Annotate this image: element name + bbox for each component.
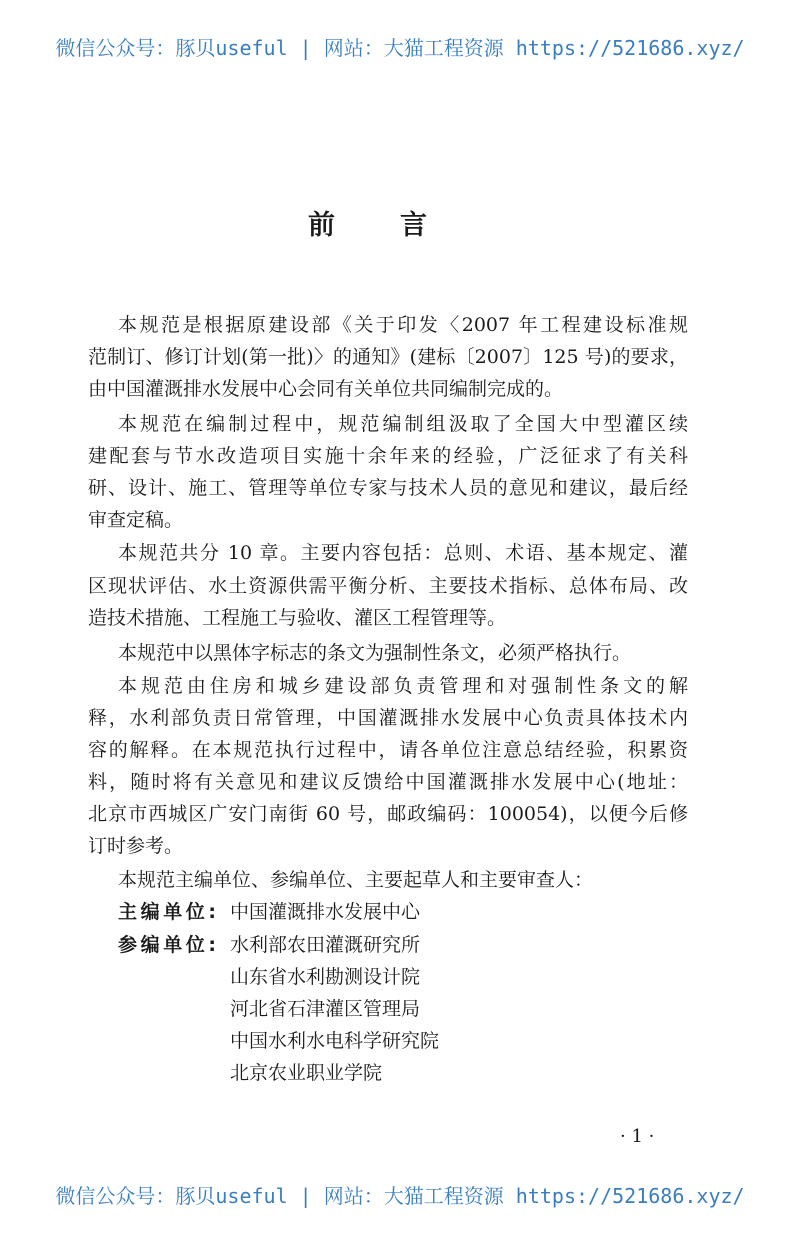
- chief-unit: 中国灌溉排水发展中心: [230, 901, 421, 923]
- paragraph-line: 本规范中以黑体字标志的条文为强制性条文，必须严格执行。: [118, 642, 632, 664]
- paragraph-line: 造技术措施、工程施工与验收、灌区工程管理等。: [88, 607, 507, 629]
- paragraph-line: 本规范共分 10 章。主要内容包括：总则、术语、基本规定、灌: [118, 542, 688, 564]
- page-title-char-2: 言: [400, 210, 427, 241]
- participant-unit: 水利部农田灌溉研究所: [230, 934, 421, 956]
- paragraph-line: 本规范主编单位、参编单位、主要起草人和主要审查人：: [118, 869, 594, 891]
- paragraph-line: 本规范是根据原建设部《关于印发〈2007 年工程建设标准规: [118, 314, 688, 336]
- paragraph-line: 释，水利部负责日常管理，中国灌溉排水发展中心负责具体技术内: [88, 707, 688, 729]
- paragraph-line: 容的解释。在本规范执行过程中，请各单位注意总结经验，积累资: [88, 739, 688, 761]
- paragraph-line: 研、设计、施工、管理等单位专家与技术人员的意见和建议，最后经: [88, 477, 688, 499]
- paragraph-line: 本规范在编制过程中，规范编制组汲取了全国大中型灌区续: [118, 413, 688, 435]
- paragraph-line: 建配套与节水改造项目实施十余年来的经验，广泛征求了有关科: [88, 445, 688, 467]
- paragraph-line: 订时参考。: [88, 835, 184, 857]
- participant-unit: 山东省水利勘测设计院: [230, 966, 421, 988]
- participant-unit: 河北省石津灌区管理局: [230, 998, 421, 1020]
- page-number: · 1 ·: [620, 1126, 655, 1147]
- participant-unit-label: 参编单位:: [118, 934, 216, 956]
- participant-unit: 中国水利水电科学研究院: [230, 1030, 440, 1052]
- paragraph-line: 本规范由住房和城乡建设部负责管理和对强制性条文的解: [118, 675, 688, 697]
- chief-unit-label: 主编单位:: [118, 901, 216, 923]
- paragraph-line: 由中国灌溉排水发展中心会同有关单位共同编制完成的。: [88, 378, 564, 400]
- page-title-char-1: 前: [308, 210, 335, 241]
- paragraph-line: 范制订、修订计划(第一批)〉的通知》(建标〔2007〕125 号)的要求，: [88, 346, 688, 368]
- watermark-bottom: 微信公众号：豚贝useful | 网站：大猫工程资源 https://521686.xyz/: [55, 1184, 745, 1208]
- watermark-top: 微信公众号：豚贝useful | 网站：大猫工程资源 https://521686.xyz/: [55, 36, 745, 60]
- paragraph-line: 北京市西城区广安门南街 60 号，邮政编码：100054)，以便今后修: [88, 803, 688, 825]
- paragraph-line: 区现状评估、水土资源供需平衡分析、主要技术指标、总体布局、改: [88, 575, 688, 597]
- paragraph-line: 料，随时将有关意见和建议反馈给中国灌溉排水发展中心(地址：: [88, 771, 688, 793]
- paragraph-line: 审查定稿。: [88, 509, 184, 531]
- participant-unit: 北京农业职业学院: [230, 1062, 383, 1084]
